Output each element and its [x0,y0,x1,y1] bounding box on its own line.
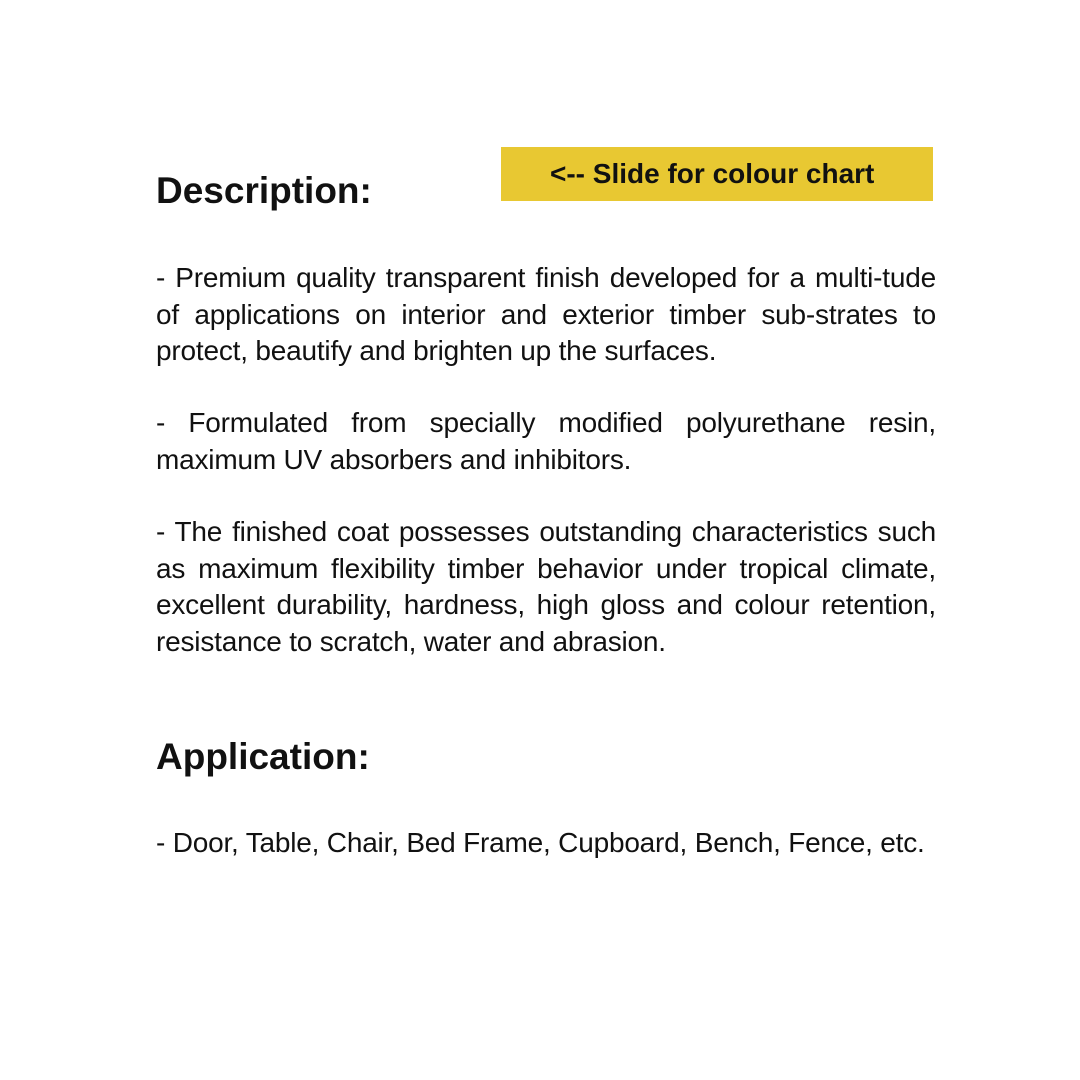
banner-label: <-- Slide for colour chart [550,158,875,189]
description-paragraph-1: - Premium quality transparent finish developed for a multi-tude of applications on interior and exterior timber sub-strates to protect, beautify and brighten up the surfaces. [156,262,936,366]
slide-for-colour-chart-banner [501,147,933,201]
description-paragraph-2: - Formulated from specially modified polyurethane resin, maximum UV absorbers and inhibitors. [156,407,936,475]
description-heading: Description: [156,170,372,211]
application-paragraph: - Door, Table, Chair, Bed Frame, Cupboard, Bench, Fence, etc. [156,827,925,858]
application-heading: Application: [156,736,370,777]
description-paragraph-3: - The finished coat possesses outstanding characteristics such as maximum flexibility timber behavior under tropical climate, excellent durability, hardness, high gloss and colour retention, resistance to scratch, water and abrasion. [156,516,936,657]
